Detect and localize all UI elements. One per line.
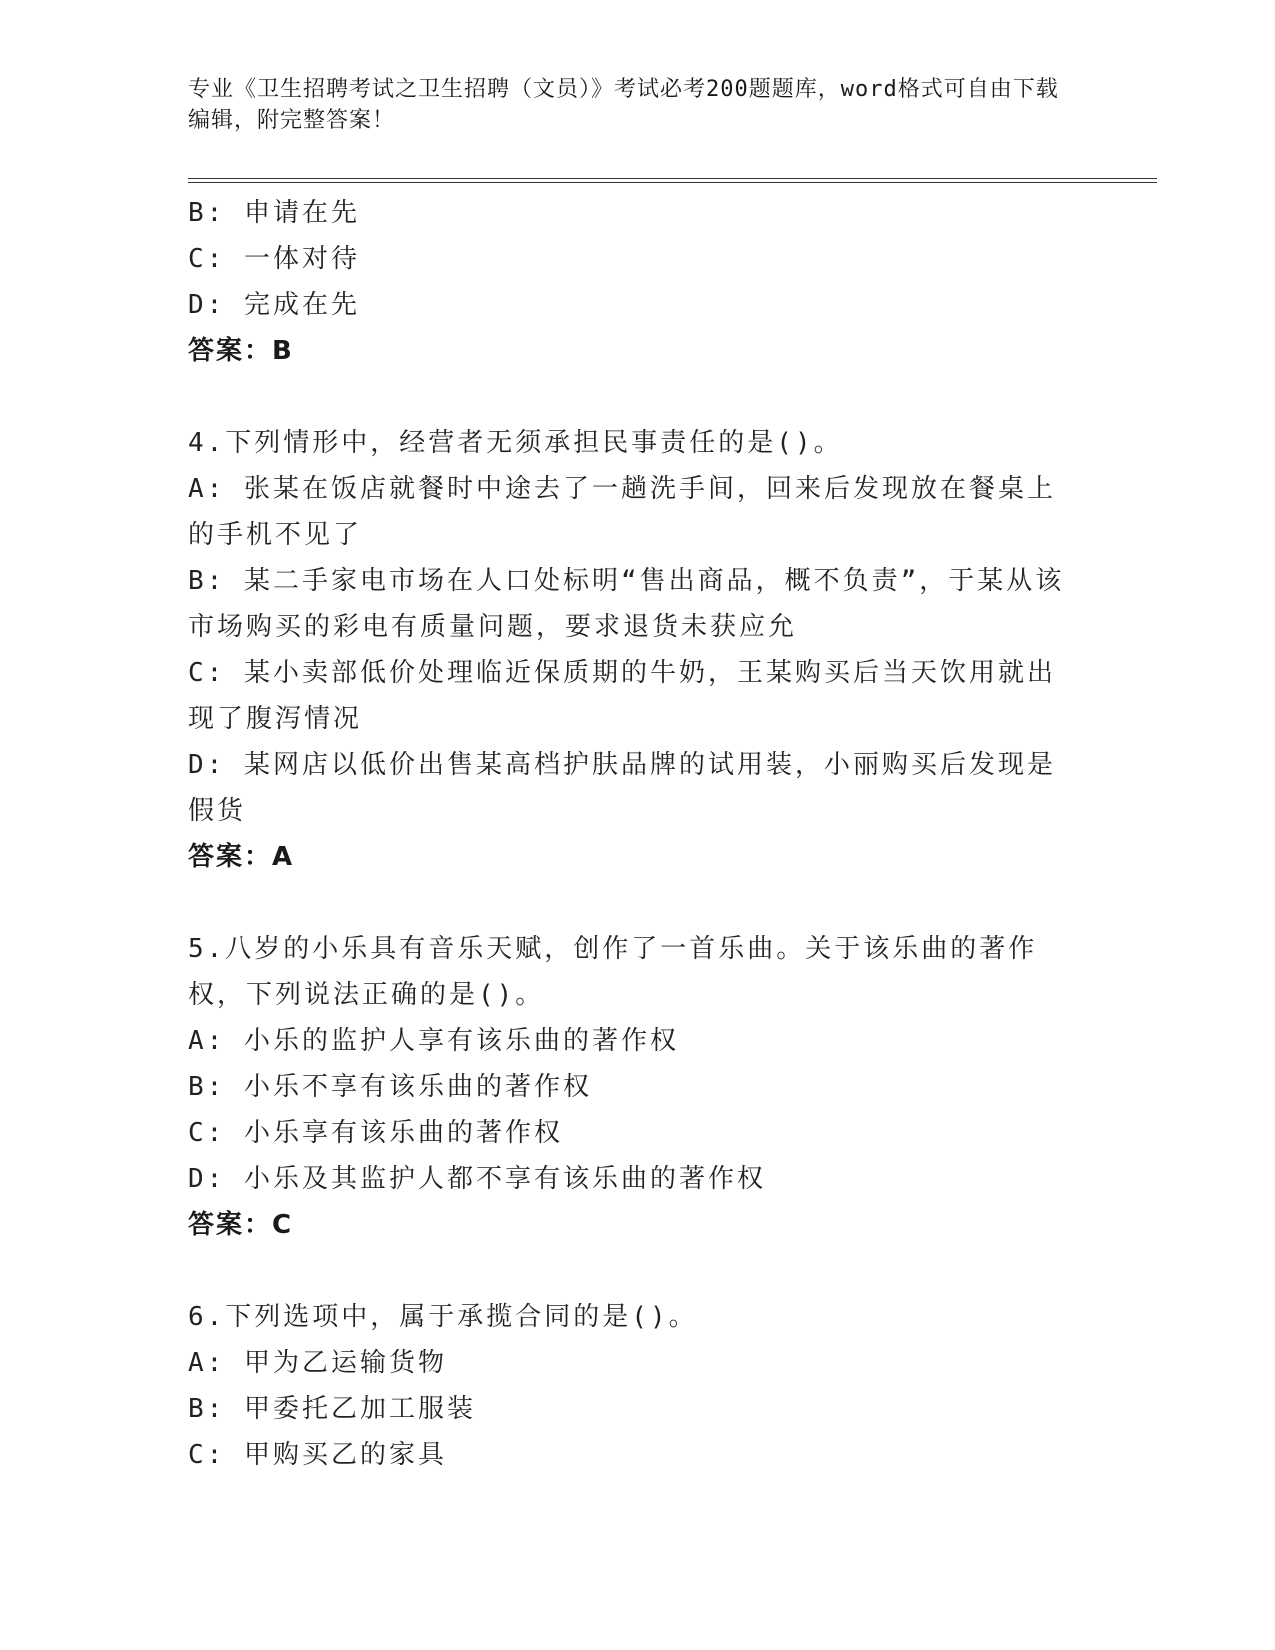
spacer	[188, 1248, 1078, 1294]
question-content	[188, 190, 1078, 1478]
q3-option-b: B: 申请在先	[188, 198, 360, 228]
q3-option-d: D: 完成在先	[188, 290, 360, 320]
document-header: 专业《卫生招聘考试之卫生招聘（文员）》考试必考200题题库，word格式可自由下载编辑，附完整答案！	[188, 77, 1059, 133]
q6-option-c: C: 甲购买乙的家具	[188, 1440, 447, 1470]
q3-answer: 答案：B	[188, 336, 294, 366]
q4-option-c: C: 某小卖部低价处理临近保质期的牛奶，王某购买后当天饮用就出现了腹泻情况	[188, 658, 1056, 734]
header-divider-top	[188, 178, 1157, 179]
q3-option-c: C: 一体对待	[188, 244, 360, 274]
q6-question: 6.下列选项中，属于承揽合同的是()。	[188, 1302, 698, 1332]
q6-option-b: B: 甲委托乙加工服装	[188, 1394, 476, 1424]
q6-option-a: A: 甲为乙运输货物	[188, 1348, 447, 1378]
q4-option-b: B: 某二手家电市场在人口处标明“售出商品，概不负责”，于某从该市场购买的彩电有质量问题，要求退货未获应允	[188, 566, 1065, 642]
q5-option-d: D: 小乐及其监护人都不享有该乐曲的著作权	[188, 1164, 766, 1194]
q4-option-d: D: 某网店以低价出售某高档护肤品牌的试用装，小丽购买后发现是假货	[188, 750, 1056, 826]
q5-option-b: B: 小乐不享有该乐曲的著作权	[188, 1072, 592, 1102]
q4-question: 4.下列情形中，经营者无须承担民事责任的是()。	[188, 428, 843, 458]
q4-answer: 答案：A	[188, 842, 295, 872]
q5-option-a: A: 小乐的监护人享有该乐曲的著作权	[188, 1026, 679, 1056]
spacer	[188, 374, 1078, 420]
spacer	[188, 880, 1078, 926]
q5-option-c: C: 小乐享有该乐曲的著作权	[188, 1118, 563, 1148]
header-divider-bottom	[188, 182, 1157, 183]
q4-option-a: A: 张某在饭店就餐时中途去了一趟洗手间，回来后发现放在餐桌上的手机不见了	[188, 474, 1056, 550]
q5-question: 5.八岁的小乐具有音乐天赋，创作了一首乐曲。关于该乐曲的著作权，下列说法正确的是()。	[188, 934, 1038, 1010]
q5-answer: 答案：C	[188, 1210, 294, 1240]
